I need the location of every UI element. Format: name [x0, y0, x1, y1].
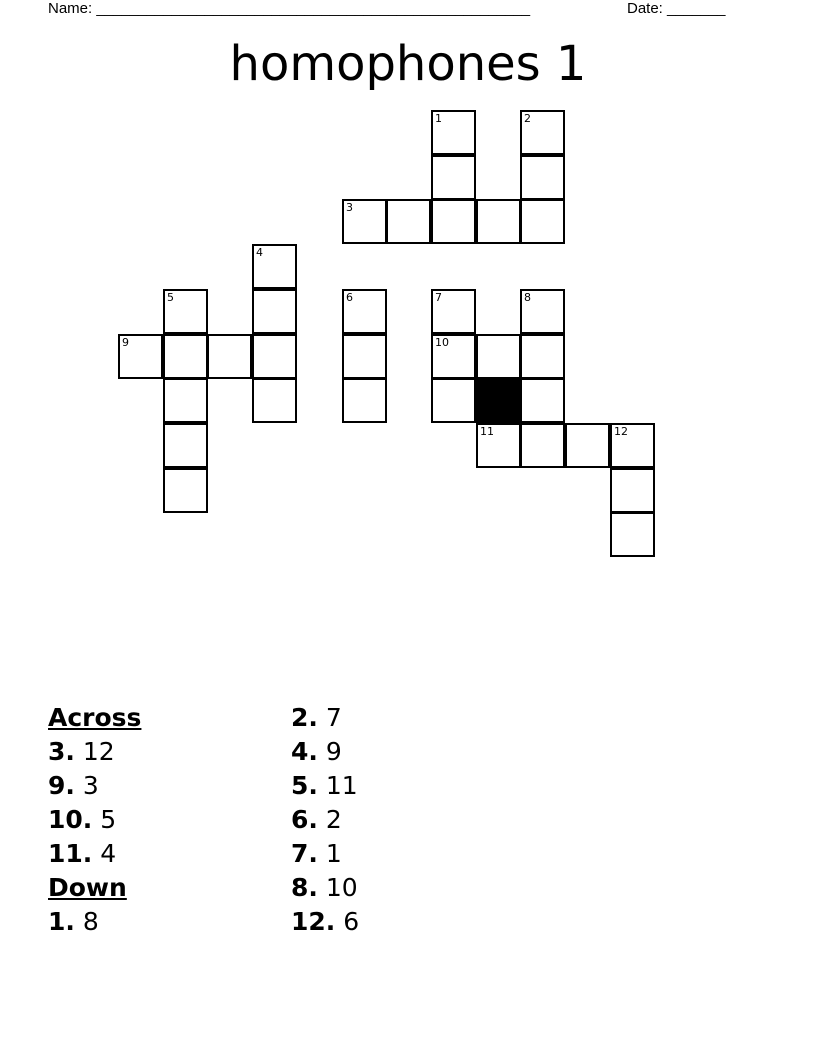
crossword-cell[interactable] — [520, 378, 565, 423]
clue-item — [48, 905, 141, 939]
clue-text: 6 — [343, 907, 360, 936]
crossword-cell[interactable] — [476, 199, 521, 244]
clue-number: 4. — [291, 737, 318, 766]
crossword-cell[interactable] — [520, 110, 565, 155]
crossword-cell[interactable] — [431, 378, 476, 423]
clue-text: 11 — [325, 771, 358, 800]
clue-text: 2 — [325, 805, 342, 834]
clue-number: 6. — [291, 805, 318, 834]
crossword-cell[interactable] — [252, 244, 297, 289]
crossword-cell[interactable] — [163, 289, 208, 334]
crossword-cell[interactable] — [118, 334, 163, 379]
clue-item — [291, 701, 359, 735]
clue-number-1: 1 — [435, 112, 442, 125]
clue-text: 7 — [325, 703, 342, 732]
clue-number-10: 10 — [435, 336, 449, 349]
clue-number: 11. — [48, 839, 93, 868]
clue-number: 3. — [48, 737, 75, 766]
clue-text: 12 — [82, 737, 115, 766]
crossword-cell[interactable] — [342, 334, 387, 379]
clue-number-2: 2 — [524, 112, 531, 125]
clue-heading-label: Down — [48, 873, 127, 902]
clue-number-9: 9 — [122, 336, 129, 349]
crossword-cell[interactable] — [610, 468, 655, 513]
clue-column-2 — [291, 701, 359, 939]
clue-text: 1 — [325, 839, 342, 868]
clue-text: 8 — [82, 907, 99, 936]
crossword-cell[interactable] — [252, 378, 297, 423]
clue-item — [48, 803, 141, 837]
clue-heading-label: Across — [48, 703, 142, 732]
clue-number-5: 5 — [167, 291, 174, 304]
crossword-cell[interactable] — [431, 110, 476, 155]
clue-number-4: 4 — [256, 246, 263, 259]
crossword-cell[interactable] — [342, 199, 387, 244]
clue-text: 10 — [325, 873, 358, 902]
clue-item — [48, 735, 141, 769]
clue-number-7: 7 — [435, 291, 442, 304]
clue-text: 3 — [82, 771, 99, 800]
page-title: homophones 1 — [229, 36, 587, 92]
clue-text: 5 — [100, 805, 117, 834]
clue-text: 4 — [100, 839, 117, 868]
clue-column-1 — [48, 701, 141, 939]
clue-number: 9. — [48, 771, 75, 800]
clue-item — [48, 837, 141, 871]
clue-item — [48, 769, 141, 803]
crossword-cell[interactable] — [610, 423, 655, 468]
clue-number-11: 11 — [480, 425, 494, 438]
crossword-cell[interactable] — [252, 334, 297, 379]
across-heading — [48, 701, 141, 735]
clue-text: 9 — [325, 737, 342, 766]
crossword-cell[interactable] — [431, 199, 476, 244]
clue-number-8: 8 — [524, 291, 531, 304]
crossword-cell[interactable] — [476, 334, 521, 379]
down-heading — [48, 871, 141, 905]
clue-number: 12. — [291, 907, 336, 936]
crossword-cell[interactable] — [476, 423, 521, 468]
crossword-cell[interactable] — [520, 155, 565, 200]
crossword-cell[interactable] — [520, 289, 565, 334]
clue-number-3: 3 — [346, 201, 353, 214]
crossword-cell[interactable] — [386, 199, 431, 244]
crossword-cell[interactable] — [520, 423, 565, 468]
clue-item — [291, 905, 359, 939]
clue-number: 5. — [291, 771, 318, 800]
clue-number: 8. — [291, 873, 318, 902]
clue-number: 7. — [291, 839, 318, 868]
clue-item — [291, 803, 359, 837]
crossword-cell[interactable] — [520, 334, 565, 379]
crossword-cell[interactable] — [610, 512, 655, 557]
clue-number-12: 12 — [614, 425, 628, 438]
crossword-cell[interactable] — [342, 378, 387, 423]
crossword-cell[interactable] — [520, 199, 565, 244]
clue-number: 2. — [291, 703, 318, 732]
clue-item — [291, 769, 359, 803]
name-field-line[interactable]: Name: ____________________________________________________ — [48, 0, 531, 17]
crossword-cell[interactable] — [163, 334, 208, 379]
clue-number-6: 6 — [346, 291, 353, 304]
clue-item — [291, 837, 359, 871]
crossword-cell[interactable] — [163, 378, 208, 423]
crossword-cell[interactable] — [163, 468, 208, 513]
crossword-cell[interactable] — [565, 423, 610, 468]
clue-item — [291, 871, 359, 905]
crossword-cell[interactable] — [431, 334, 476, 379]
date-field-line[interactable]: Date: _______ — [627, 0, 726, 17]
crossword-cell[interactable] — [207, 334, 252, 379]
clue-item — [291, 735, 359, 769]
clue-number: 1. — [48, 907, 75, 936]
crossword-cell[interactable] — [342, 289, 387, 334]
crossword-cell[interactable] — [252, 289, 297, 334]
crossword-cell[interactable] — [431, 155, 476, 200]
clue-number: 10. — [48, 805, 93, 834]
crossword-block-cell — [476, 378, 521, 423]
crossword-cell[interactable] — [431, 289, 476, 334]
crossword-cell[interactable] — [163, 423, 208, 468]
